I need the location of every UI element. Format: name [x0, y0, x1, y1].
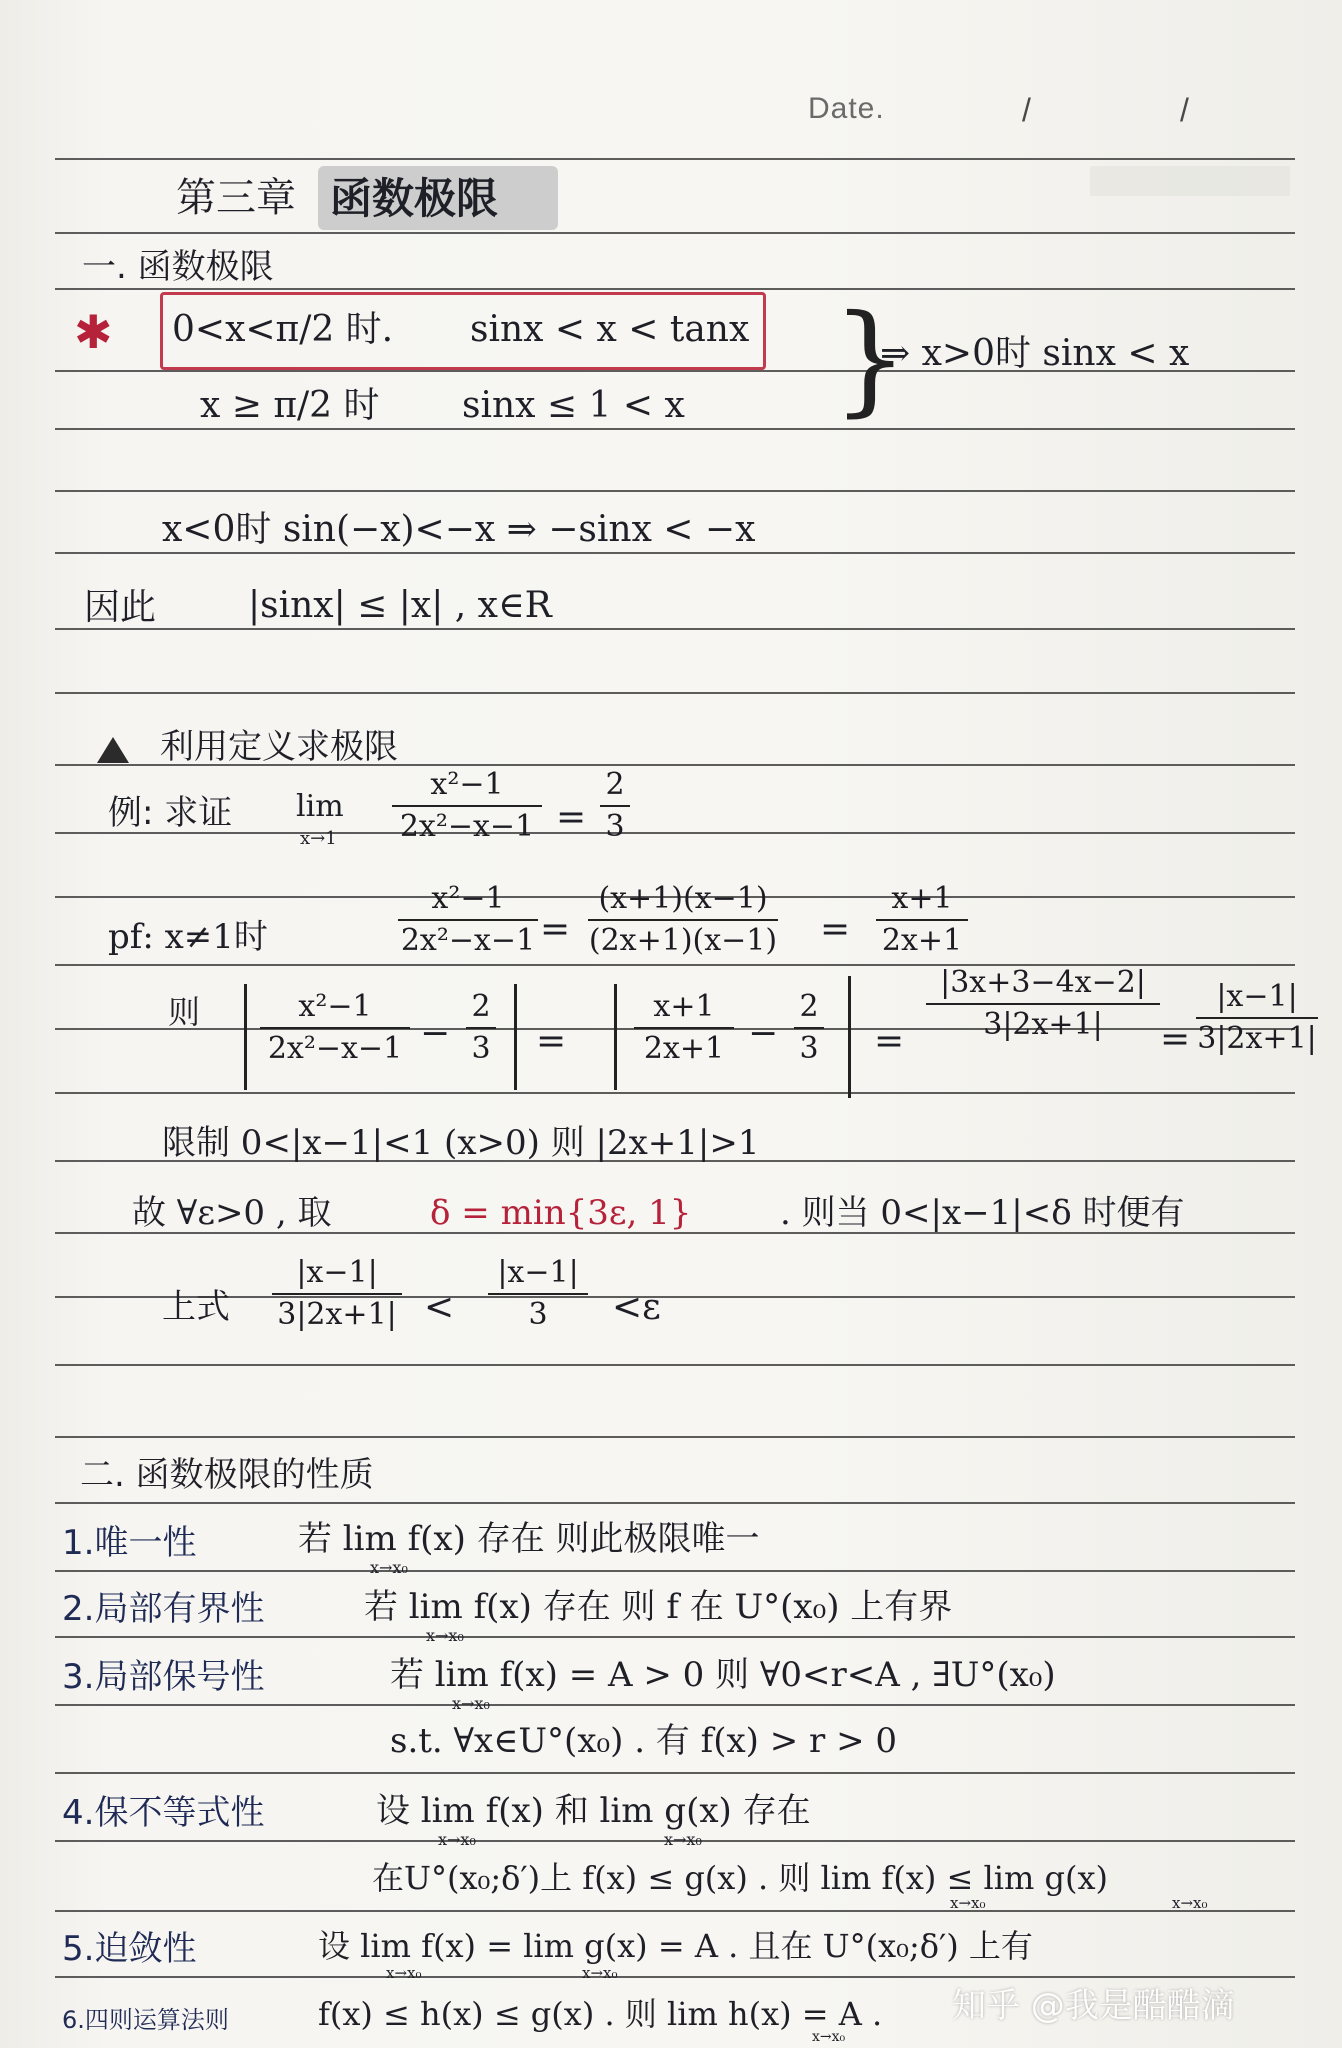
property-text: 若 lim f(x) 存在 则此极限唯一 [298, 1519, 760, 1559]
denominator: 3 [799, 1031, 819, 1066]
numerator: x+1 [891, 881, 953, 916]
lim-subscript: x→x₀ [812, 2029, 846, 2045]
ruled-line [55, 1364, 1295, 1366]
equals-sign: = [874, 1021, 905, 1062]
abs-bar [614, 984, 617, 1090]
denominator: 3 [471, 1031, 491, 1066]
ruled-line [55, 1092, 1295, 1094]
property-text: s.t. ∀x∈U°(x₀) . 有 f(x) > r > 0 [390, 1721, 897, 1761]
numerator: x²−1 [298, 989, 372, 1024]
denominator: 3|2x+1| [277, 1297, 397, 1332]
denominator: 2x²−x−1 [267, 1031, 403, 1066]
fraction [260, 989, 410, 1066]
triangle-icon [97, 737, 129, 763]
therefore-line: 故 ∀ε>0 , 取 [132, 1193, 332, 1233]
fraction [398, 881, 538, 958]
lim-subscript: x→1 [300, 828, 337, 849]
fraction [794, 989, 824, 1066]
example-label: 例: 求证 [108, 793, 233, 833]
bleed-through [1090, 166, 1290, 196]
ruled-line [55, 1704, 1295, 1706]
equals-sign: = [536, 1021, 567, 1062]
ruled-line [55, 490, 1295, 492]
numerator: 2 [799, 989, 819, 1024]
equals-sign: = [1160, 1019, 1191, 1060]
fraction [600, 767, 630, 844]
equals-sign: = [540, 909, 571, 950]
date-label: Date. [808, 92, 885, 125]
inequality-line: x<0时 sin(−x)<−x ⇒ −sinx < −x [162, 509, 756, 550]
numerator: (x+1)(x−1) [598, 881, 768, 916]
inequality-line: |sinx| ≤ |x| , x∈R [248, 585, 552, 626]
delta-choice: δ = min{3ε, 1} [430, 1193, 692, 1233]
property-label: 3.局部保号性 [62, 1657, 265, 1697]
property-text: 若 lim f(x) = A > 0 则 ∀0<r<A , ∃U°(x₀) [390, 1655, 1056, 1695]
fraction [926, 965, 1160, 1042]
ruled-line [55, 1502, 1295, 1504]
numerator: |x−1| [296, 1255, 378, 1290]
above-label: 上式 [162, 1287, 230, 1327]
ruled-line [55, 1436, 1295, 1438]
minus-sign: − [748, 1013, 779, 1054]
numerator: x²−1 [430, 767, 504, 802]
property-label: 5.迫敛性 [62, 1929, 197, 1969]
denominator: 3 [528, 1297, 548, 1332]
denominator: 3 [605, 809, 625, 844]
denominator: 3|2x+1| [1197, 1021, 1317, 1056]
numerator: |x−1| [497, 1255, 579, 1290]
proof-label: pf: x≠1时 [108, 917, 268, 957]
ruled-line [55, 158, 1295, 160]
equals-sign: = [820, 909, 851, 950]
section-heading: 利用定义求极限 [160, 727, 398, 767]
denominator: 2x+1 [643, 1031, 725, 1066]
lim-subscript: x→x₀ [426, 1626, 464, 1645]
fraction [466, 989, 496, 1066]
lim-subscript: x→x₀ [950, 1894, 986, 1912]
ruled-line [55, 288, 1295, 290]
ruled-line [55, 1570, 1295, 1572]
lim-subscript: x→x₀ [438, 1830, 476, 1849]
therefore-label: 因此 [84, 587, 157, 628]
abs-bar [244, 984, 247, 1090]
fraction [876, 881, 968, 958]
star-icon: ✱ [74, 305, 113, 359]
property-text: 在U°(x₀;δ′)上 f(x) ≤ g(x) . 则 lim f(x) ≤ lim g(x) [372, 1859, 1108, 1897]
property-label: 4.保不等式性 [62, 1793, 265, 1833]
ruled-line [55, 232, 1295, 234]
numerator: x+1 [653, 989, 715, 1024]
inequality-conclusion: ⇒ x>0时 sinx < x [880, 333, 1190, 374]
property-label: 6.四则运算法则 [62, 2006, 229, 2034]
ruled-line [55, 428, 1295, 430]
brace: } [832, 290, 909, 429]
chapter-title: 函数极限 [330, 174, 499, 223]
less-than-epsilon: <ε [612, 1287, 661, 1328]
property-text: f(x) ≤ h(x) ≤ g(x) . 则 lim h(x) = A . [318, 1995, 883, 2033]
ruled-line [55, 552, 1295, 554]
watermark: 知乎 @我是酷酷滴 [952, 1986, 1235, 2026]
minus-sign: − [420, 1013, 451, 1054]
property-text: 设 lim f(x) 和 lim g(x) 存在 [376, 1791, 811, 1831]
numerator: |x−1| [1216, 979, 1298, 1014]
property-text: 设 lim f(x) = lim g(x) = A . 且在 U°(x₀;δ′) 上有 [318, 1927, 1033, 1965]
abs-bar [848, 976, 851, 1098]
lim-subscript: x→x₀ [664, 1830, 702, 1849]
ruled-line [55, 1296, 1295, 1298]
ruled-line [55, 628, 1295, 630]
lim-subscript: x→x₀ [452, 1694, 490, 1713]
denominator: 2x²−x−1 [399, 809, 535, 844]
restriction-line: 限制 0<|x−1|<1 (x>0) 则 |2x+1|>1 [162, 1123, 760, 1163]
numerator: 2 [605, 767, 625, 802]
numerator: x²−1 [431, 881, 505, 916]
fraction [634, 989, 734, 1066]
abs-bar [514, 984, 517, 1090]
inequality-statement: sinx < x < tanx [470, 309, 750, 350]
date-slash: / [1022, 92, 1031, 128]
inequality-condition: 0<x<π/2 时. [172, 309, 394, 350]
lim-subscript: x→x₀ [370, 1558, 408, 1577]
lim-subscript: x→x₀ [582, 1964, 618, 1982]
section-heading: 一. 函数极限 [82, 247, 274, 287]
lim-word: lim [296, 789, 344, 824]
property-text: 若 lim f(x) 存在 则 f 在 U°(x₀) 上有界 [364, 1587, 953, 1627]
fraction [488, 1255, 588, 1332]
inequality-statement: sinx ≤ 1 < x [462, 385, 685, 426]
therefore-line: . 则当 0<|x−1|<δ 时便有 [780, 1193, 1185, 1233]
equals-sign: = [556, 797, 587, 838]
lim-subscript: x→x₀ [386, 1964, 422, 1982]
fraction [588, 881, 778, 958]
chapter-number: 第三章 [176, 175, 296, 221]
less-than: < [424, 1287, 455, 1328]
denominator: 3|2x+1| [983, 1007, 1103, 1042]
numerator: 2 [471, 989, 491, 1024]
ruled-line [55, 1772, 1295, 1774]
denominator: 2x+1 [881, 923, 963, 958]
denominator: 2x²−x−1 [400, 923, 536, 958]
inequality-condition: x ≥ π/2 时 [200, 385, 380, 426]
numerator: |3x+3−4x−2| [940, 965, 1146, 1000]
property-label: 1.唯一性 [62, 1523, 197, 1563]
fraction [392, 767, 542, 844]
fraction [1196, 979, 1318, 1056]
section-heading: 二. 函数极限的性质 [80, 1455, 374, 1495]
property-label: 2.局部有界性 [62, 1589, 265, 1629]
then-label: 则 [168, 993, 201, 1031]
lim-subscript: x→x₀ [1172, 1894, 1208, 1912]
denominator: (2x+1)(x−1) [588, 923, 778, 958]
fraction [272, 1255, 402, 1332]
ruled-line [55, 832, 1295, 834]
ruled-line [55, 1636, 1295, 1638]
ruled-line [55, 692, 1295, 694]
ruled-line [55, 1910, 1295, 1912]
date-slash: / [1180, 92, 1189, 128]
